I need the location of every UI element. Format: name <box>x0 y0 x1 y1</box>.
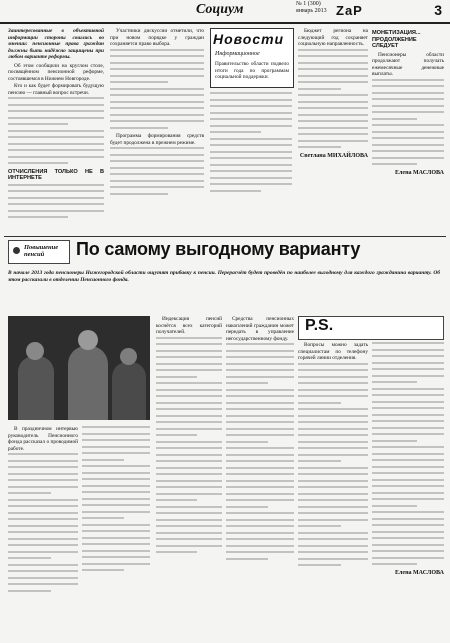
article-subhead: ОТЧИСЛЕНИЯ ТОЛЬКО НЕ В ИНТЕРНЕТЕ <box>8 168 104 181</box>
section-divider <box>4 236 446 237</box>
article-paragraph: Программа формирования средств будет продолжена в прежнем режиме. <box>110 133 204 146</box>
article-column-5 <box>372 28 444 232</box>
news-subtitle: Информационное <box>215 51 260 57</box>
author-signature: Елена МАСЛОВА <box>395 569 444 576</box>
article-paragraph: Об этом сообщили на круглом столе, посвящённом пенсионной реформе, состоявшемся в Нижнем Новгороде. <box>8 62 104 82</box>
bottom-column-2 <box>82 426 150 638</box>
text-lines <box>210 92 292 192</box>
bottom-column-4 <box>226 316 294 638</box>
author-signature: Светлана МИХАЙЛОВА <box>299 152 368 159</box>
text-lines <box>298 363 368 567</box>
issue-info: № 1 (300) январь 2013 <box>296 1 327 14</box>
text-lines <box>226 343 294 560</box>
article-column-4 <box>298 28 368 232</box>
section-title: Социум <box>196 2 244 17</box>
bottom-column-3 <box>156 316 222 638</box>
article-lead: Заинтересованные в объективной информации стороны сошлись во мнении: пенсионные права граждан должны быть надёжно защищены при любом варианте реформы. <box>8 28 104 60</box>
bullet-icon <box>13 247 20 254</box>
bottom-column-1 <box>8 426 78 638</box>
article-paragraph: Участники дискуссии отметили, что при новом порядке у граждан сохраняется право выбора. <box>110 28 204 47</box>
article-paragraph: Бюджет региона на следующий год сохраняет социальную направленность. <box>298 28 368 47</box>
article-paragraph: Пенсионеры области продолжают получать ежемесячные денежные выплаты. <box>372 51 444 77</box>
news-box <box>210 28 294 88</box>
article-column-1 <box>8 28 104 232</box>
bottom-column-6 <box>372 342 444 638</box>
text-lines <box>8 453 78 592</box>
text-lines <box>82 426 150 571</box>
article-paragraph: Индексация пенсий коснётся всех категорий получателей. <box>156 316 222 335</box>
news-text: Правительство области подвело итоги года по программам социальной поддержки. <box>215 61 289 80</box>
article-paragraph: Кто и как будет формировать будущую пенсию — главный вопрос встречи. <box>8 83 104 96</box>
text-lines <box>372 79 444 166</box>
text-lines <box>372 342 444 565</box>
article-column-3 <box>210 92 292 232</box>
rubric-badge <box>8 240 70 264</box>
newspaper-logo: ZaP <box>336 3 363 18</box>
rubric-label: Повышение пенсий <box>24 244 59 258</box>
ps-box <box>298 316 444 340</box>
article-paragraph: В праздничном интервью руководитель Пенсионного фонда рассказал о проводимой работе. <box>8 426 78 452</box>
bottom-column-5 <box>298 342 368 638</box>
ps-title: P.S. <box>305 317 334 334</box>
news-title: Новости <box>213 31 285 47</box>
author-signature: Елена МАСЛОВА <box>395 169 444 176</box>
main-headline: По самому выгодному варианту <box>76 239 361 259</box>
article-photo <box>8 316 150 420</box>
text-lines <box>8 97 104 164</box>
article-column-2 <box>110 28 204 232</box>
text-lines <box>110 147 204 195</box>
text-lines <box>298 49 368 149</box>
main-lead: В начале 2013 года пенсионеры Нижегородской области ощутят прибавку к пенсии. Перерасчёт будет проведён по наиболее выгодному для каждого гражданина варианту. Об этом рассказали в отделении Пенсионного фонда. <box>8 270 440 283</box>
text-lines <box>8 184 104 219</box>
page-number: 3 <box>434 2 442 18</box>
article-paragraph: Средства пенсионных накоплений гражданин может передать в управление негосударственному фонду. <box>226 316 294 342</box>
article-paragraph: Вопросы можно задать специалистам по телефону горячей линии отделения. <box>298 342 368 361</box>
text-lines <box>156 337 222 554</box>
article-subhead: МОНЕТИЗАЦИЯ... ПРОДОЛЖЕНИЕ СЛЕДУЕТ <box>372 30 421 49</box>
page-header <box>0 0 450 24</box>
text-lines <box>110 49 204 129</box>
